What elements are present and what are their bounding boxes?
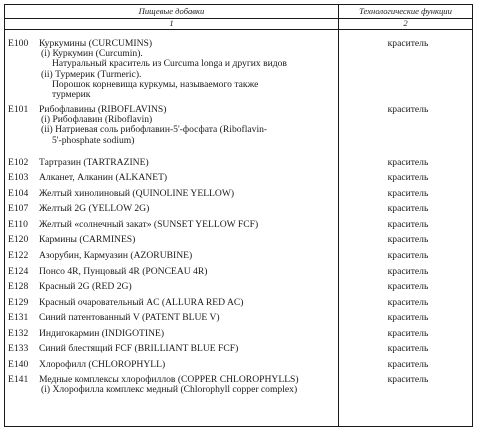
additive-name-line: Тартразин (TARTRAZINE) <box>39 157 149 168</box>
additive-name-line: Рибофлавины (RIBOFLAVINS) <box>39 104 167 115</box>
column-number-rule <box>5 29 472 30</box>
additive-code: E124 <box>8 266 29 277</box>
additive-subline: (i) Рибофлавин (Riboflavin) <box>41 114 153 126</box>
table-row <box>5 267 472 277</box>
column-header-additives: Пищевые добавки <box>138 6 205 16</box>
additive-name-line: Красный очаровательный AC (ALLURA RED AC) <box>39 297 244 308</box>
table-row <box>5 204 472 214</box>
table-row <box>5 360 472 370</box>
additive-code: E141 <box>8 374 29 385</box>
additive-name <box>39 251 337 261</box>
technological-function: краситель <box>387 374 429 385</box>
additive-name <box>39 173 337 183</box>
technological-function: краситель <box>387 250 429 261</box>
additive-subline: Натуральный краситель из Curcuma longa и других видов <box>52 58 287 70</box>
additive-name-line: Красный 2G (RED 2G) <box>39 281 132 292</box>
additive-name-line: Медные комплексы хлорофиллов (COPPER CHLOROPHYLLS) <box>39 374 299 385</box>
additive-name-line: Куркумины (CURCUMINS) <box>39 38 153 49</box>
technological-function: краситель <box>387 312 429 323</box>
table-row <box>5 251 472 261</box>
column-number-2: 2 <box>403 18 408 28</box>
table-row <box>5 220 472 230</box>
additive-name-line: Понсо 4R, Пунцовый 4R (PONCEAU 4R) <box>39 266 208 277</box>
technological-function: краситель <box>387 172 429 183</box>
table-row <box>5 173 472 183</box>
additive-name-line: Индигокармин (INDIGOTINE) <box>39 328 165 339</box>
additive-code: E103 <box>8 172 29 183</box>
table-row <box>5 298 472 308</box>
additive-code: E100 <box>8 38 29 49</box>
technological-function: краситель <box>387 188 429 199</box>
table-row <box>5 39 472 100</box>
additive-name-line: Желтый 2G (YELLOW 2G) <box>39 203 150 214</box>
additive-name <box>39 204 337 214</box>
table-row <box>5 313 472 323</box>
additive-subline: (ii) Турмерик (Turmeric). <box>41 68 142 80</box>
additive-name-line: Синий патентованный V (PATENT BLUE V) <box>39 312 220 323</box>
additive-subline: Порошок корневища куркумы, называемого также <box>52 78 259 90</box>
additive-name <box>39 220 337 230</box>
table-row <box>5 189 472 199</box>
additive-name <box>39 298 337 308</box>
additive-name-line: Алканет, Алканин (ALKANET) <box>39 172 168 183</box>
technological-function: краситель <box>387 38 429 49</box>
additive-subline: 5'-phosphate sodium) <box>52 134 135 146</box>
additive-name <box>39 360 337 370</box>
additive-code: E140 <box>8 359 29 370</box>
table-row <box>5 158 472 168</box>
table-row <box>5 282 472 292</box>
technological-function: краситель <box>387 234 429 245</box>
additive-name-line: Азорубин, Кармуазин (AZORUBINE) <box>39 250 193 261</box>
technological-function: краситель <box>387 157 429 168</box>
technological-function: краситель <box>387 203 429 214</box>
additive-code: E133 <box>8 343 29 354</box>
technological-function: краситель <box>387 359 429 370</box>
additive-code: E132 <box>8 328 29 339</box>
column-number-1: 1 <box>169 18 174 28</box>
additive-name-line: Хлорофилл (CHLOROPHYLL) <box>39 359 166 370</box>
table-row <box>5 344 472 354</box>
additive-code: E104 <box>8 188 29 199</box>
additive-subline: турмерик <box>52 88 91 100</box>
technological-function: краситель <box>387 219 429 230</box>
additive-code: E131 <box>8 312 29 323</box>
additive-name <box>39 235 337 245</box>
technological-function: краситель <box>387 104 429 115</box>
technological-function: краситель <box>387 297 429 308</box>
additive-name <box>39 189 337 199</box>
table-row <box>5 329 472 339</box>
additive-name-line: Синий блестящий FCF (BRILLIANT BLUE FCF) <box>39 343 239 354</box>
technological-function: краситель <box>387 281 429 292</box>
additive-name <box>39 375 337 395</box>
additive-name <box>39 344 337 354</box>
technological-function: краситель <box>387 328 429 339</box>
additive-code: E129 <box>8 297 29 308</box>
table-row <box>5 105 472 146</box>
additive-code: E110 <box>8 219 28 230</box>
additive-code: E101 <box>8 104 29 115</box>
additive-name <box>39 39 337 100</box>
column-header-functions: Технологические функции <box>359 6 452 16</box>
additive-code: E122 <box>8 250 29 261</box>
additive-name <box>39 105 337 146</box>
additive-name <box>39 267 337 277</box>
additive-code: E102 <box>8 157 29 168</box>
additive-subline: (i) Куркумин (Curcumin). <box>41 48 143 60</box>
additive-name <box>39 313 337 323</box>
additive-name <box>39 329 337 339</box>
technological-function: краситель <box>387 266 429 277</box>
table-row <box>5 235 472 245</box>
additive-name <box>39 158 337 168</box>
additives-table <box>4 4 473 427</box>
additive-name-line: Желтый «солнечный закат» (SUNSET YELLOW FCF) <box>39 219 259 230</box>
additive-name-line: Желтый хинолиновый (QUINOLINE YELLOW) <box>39 188 235 199</box>
additive-name-line: Кармины (CARMINES) <box>39 234 136 245</box>
table-row <box>5 375 472 395</box>
additive-code: E107 <box>8 203 29 214</box>
additive-name <box>39 282 337 292</box>
additive-code: E120 <box>8 234 29 245</box>
additive-code: E128 <box>8 281 29 292</box>
additive-subline: (ii) Натриевая соль рибофлавин-5'-фосфата (Riboflavin- <box>41 124 268 136</box>
technological-function: краситель <box>387 343 429 354</box>
additive-subline: (i) Хлорофилла комплекс медный (Chlorophyll copper complex) <box>41 384 298 396</box>
